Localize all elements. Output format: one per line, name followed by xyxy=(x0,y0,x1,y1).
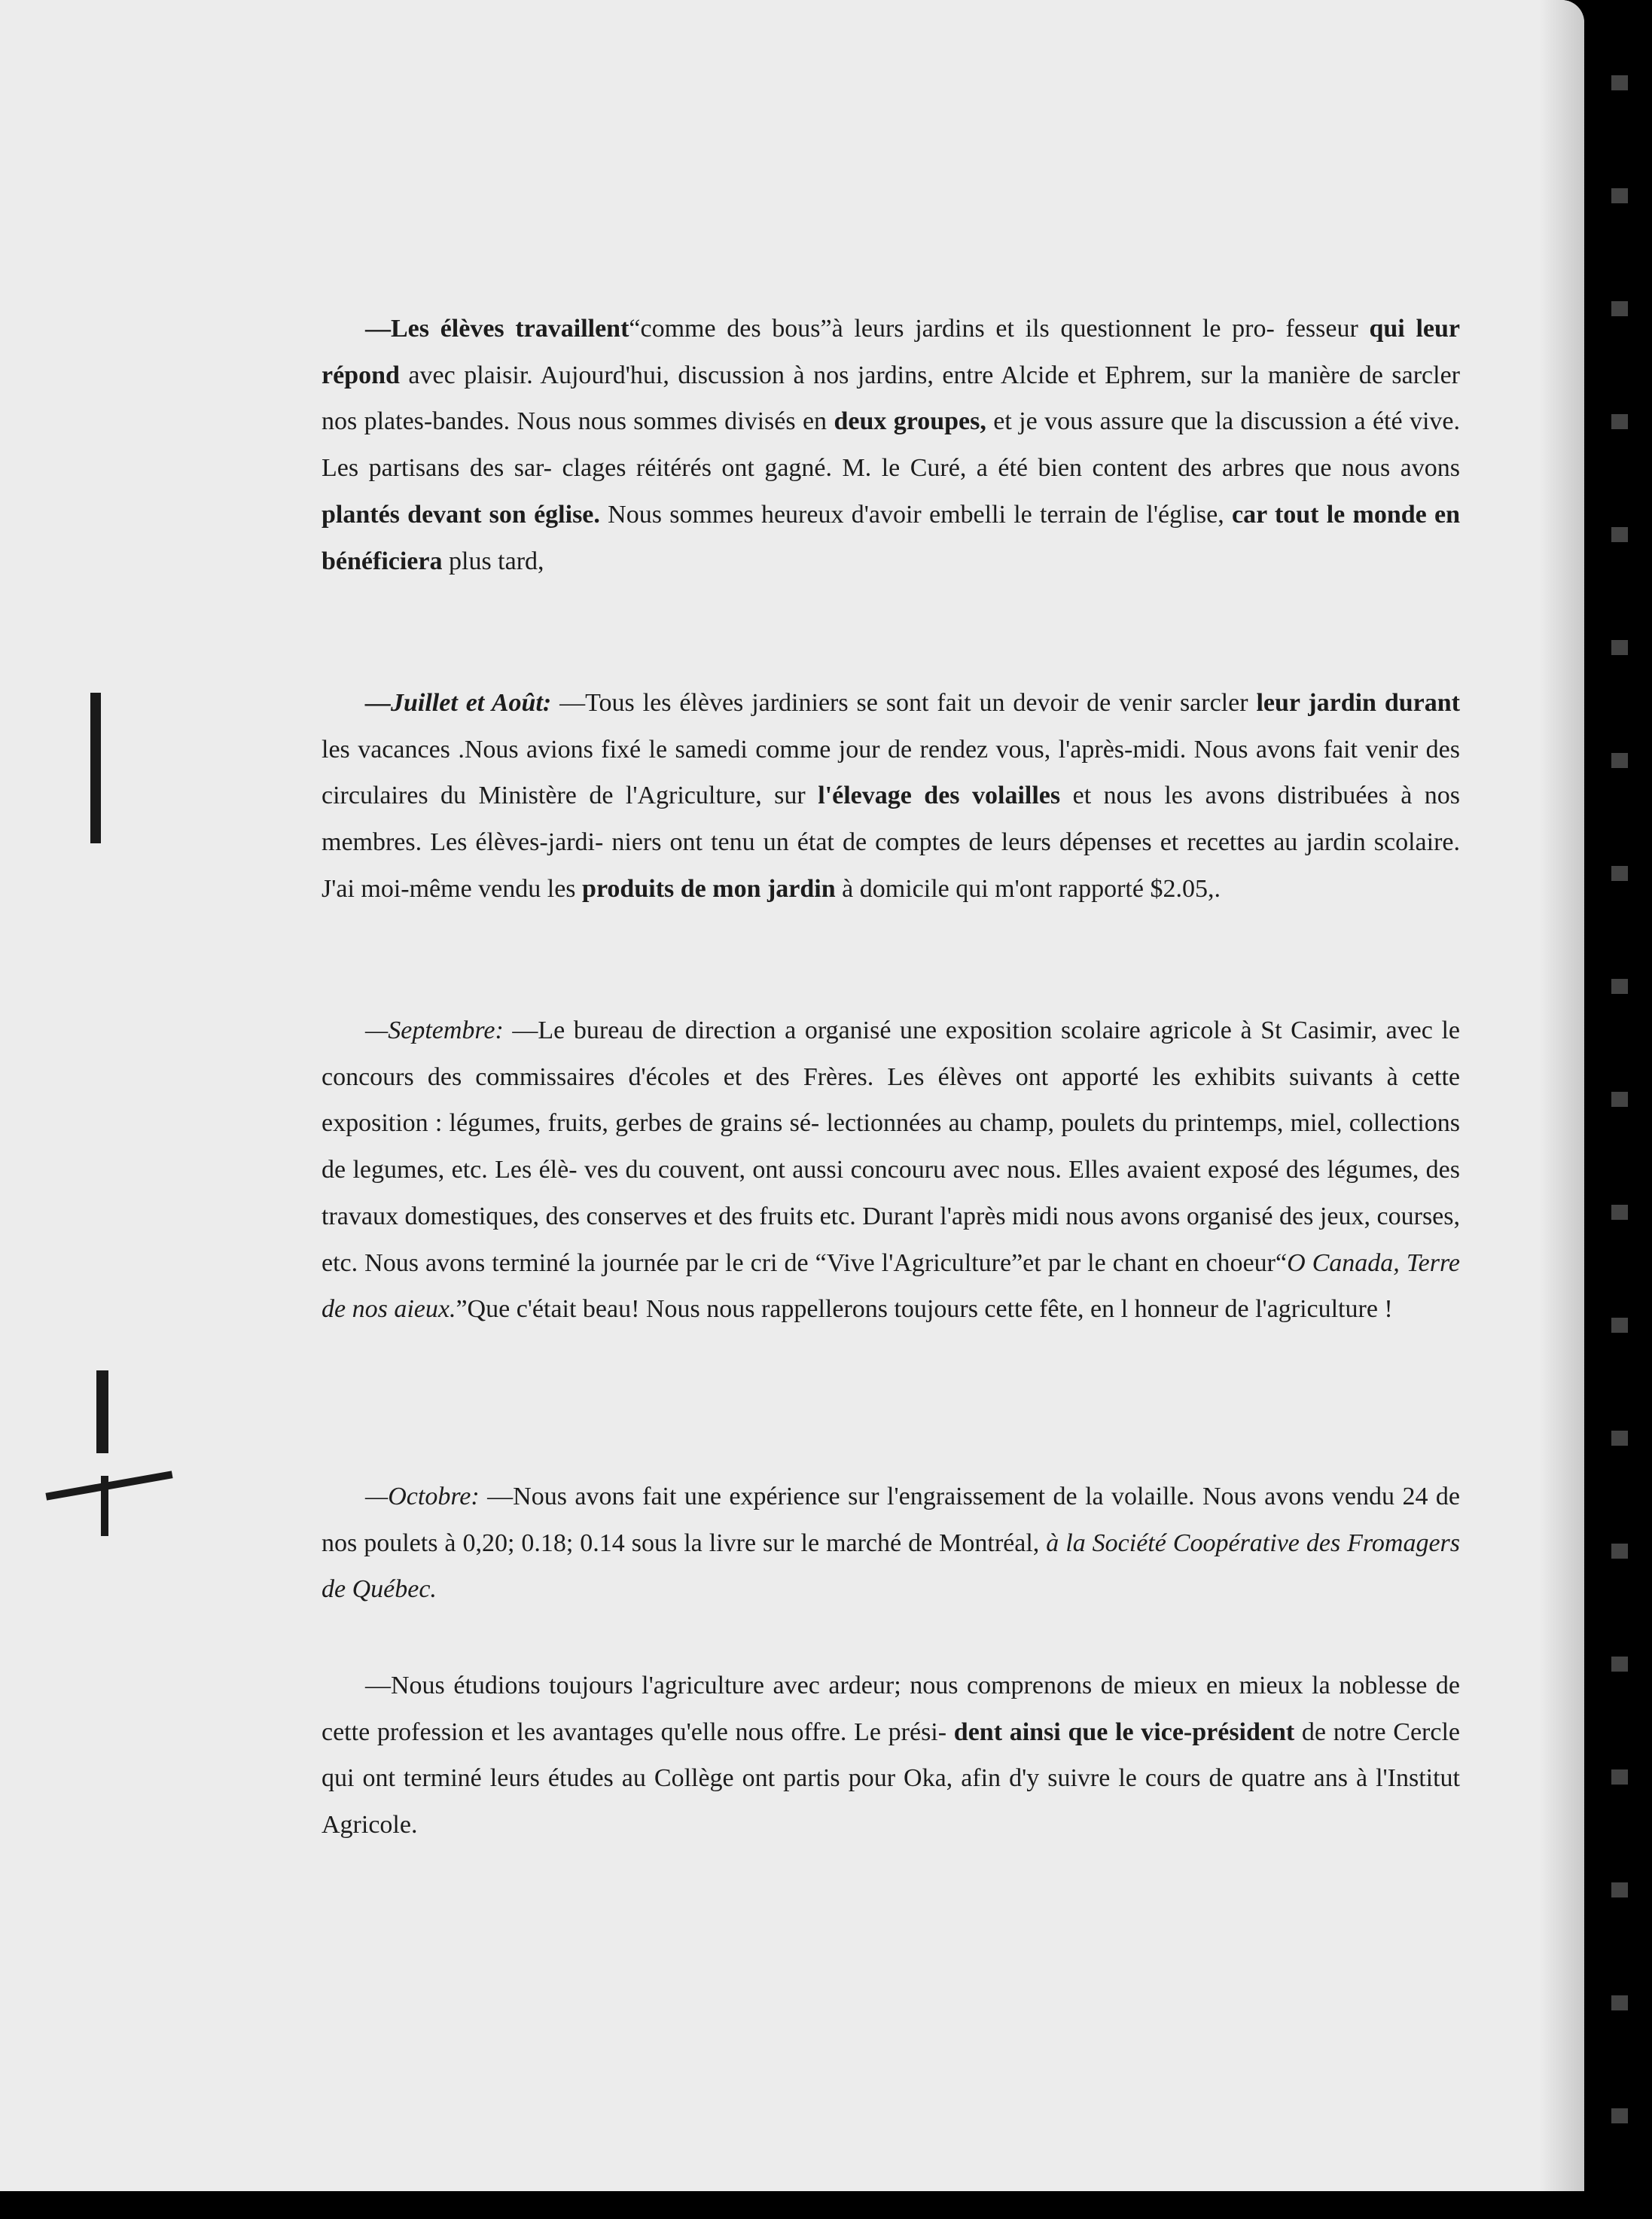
paragraph-septembre xyxy=(322,1007,1460,1333)
p1-text-5: plus tard, xyxy=(442,547,544,575)
p5-bold-1: dent ainsi que le vice-président xyxy=(953,1718,1295,1746)
p4-italic-1: à la Société Coopérative des Fromagers de Québec. xyxy=(322,1529,1460,1604)
p2-text-3: et nous les avons distribuées à nos membres. Les élèves-jardi- niers ont tenu un état de comptes de leurs dépenses et recettes au jardin scolaire. J'ai moi-même vendu les xyxy=(322,782,1460,903)
p4-heading: —Octobre: xyxy=(365,1483,480,1510)
p1-text-4: Nous sommes heureux d'avoir embelli le terrain de l'église, xyxy=(599,500,1233,529)
p2-bold-1: leur jardin durant xyxy=(1256,689,1461,717)
p2-text-2: les vacances .Nous avions fixé le samedi comme jour de rendez vous, l'après-midi. Nous avons fait venir des circulaires du Ministère de l'Agriculture, sur xyxy=(322,735,1460,810)
paragraph-juillet-aout xyxy=(322,680,1460,913)
p1-text-3: et je vous assure que la discussion a été vive. Les partisans des sar- clages réitérés ont gagné. M. le Curé, a été bien content des arbres que nous avons xyxy=(322,407,1460,483)
margin-mark-middle xyxy=(96,1370,108,1453)
paragraph-1 xyxy=(322,306,1460,584)
p5-text-2: de notre Cercle qui ont terminé leurs études au Collège ont partis pour Oka, afin d'y suivre le cours de quatre ans à l'Institut Agricole. xyxy=(322,1718,1460,1840)
p2-text-1: —Tous les élèves jardiniers se sont fait un devoir de venir sarcler xyxy=(551,689,1257,717)
margin-mark-cross-horizontal xyxy=(45,1471,172,1500)
p1-text-1: “comme des bous”à leurs jardins et ils questionnent le pro- fesseur xyxy=(629,315,1370,343)
p3-heading: —Septembre: xyxy=(365,1017,504,1044)
p5-text-1: —Nous étudions toujours l'agriculture avec ardeur; nous comprenons de mieux en mieux la noblesse de cette profession et les avantages qu'elle nous offre. Le prési- xyxy=(322,1672,1460,1746)
p1-bold-4: car tout le monde en bénéficiera xyxy=(322,500,1461,575)
p1-bold-2: deux groupes, xyxy=(834,407,986,436)
margin-mark-top xyxy=(90,693,101,843)
paragraph-closing xyxy=(322,1663,1460,1849)
p2-bold-2: l'élevage des volailles xyxy=(818,782,1061,810)
page-edge-shadow xyxy=(1539,0,1584,2191)
p1-bold-1: qui leur répond xyxy=(322,315,1460,389)
p1-lead: —Les élèves travaillent xyxy=(365,315,629,343)
p1-text-2: avec plaisir. Aujourd'hui, discussion à nos jardins, entre Alcide et Ephrem, sur la manière de sarcler nos plates-bandes. Nous nous sommes divisés en xyxy=(322,361,1460,436)
p2-bold-3: produits de mon jardin xyxy=(582,874,836,903)
paragraph-octobre xyxy=(322,1474,1460,1613)
p3-text-1: —Le bureau de direction a organisé une exposition scolaire agricole à St Casimir, avec le concours des commissaires d'écoles et des Frères. Les élèves ont apporté les exhibits suivants à cette exposition : légumes, fruits, gerbes de grains sé- lectionnées au champ, poulets du printemps, miel, collections de legumes, etc. Les élè- ves du couvent, ont aussi concouru avec nous. Elles avaient exposé des légumes, des travaux domestiques, des conserves et des fruits etc. Durant l'après midi nous avons organisé des jeux, courses, etc. Nous avons terminé la journée par le cri de “Vive l'Agriculture”et par le chant en choeur“ xyxy=(322,1017,1460,1277)
scan-edge-marks xyxy=(1611,75,1628,2184)
p1-bold-3: plantés devant son église. xyxy=(322,500,600,529)
p2-text-4: à domicile qui m'ont rapporté $2.05,. xyxy=(835,874,1221,903)
margin-mark-cross-vertical xyxy=(101,1476,108,1536)
p3-text-2: ”Que c'était beau! Nous nous rappellerons toujours cette fête, en l honneur de l'agriculture ! xyxy=(456,1295,1393,1324)
p3-italic-1: O Canada, Terre de nos aieux. xyxy=(322,1248,1460,1324)
p4-text-1: —Nous avons fait une expérience sur l'engraissement de la volaille. Nous avons vendu 24 de nos poulets à 0,20; 0.18; 0.14 sous la livre sur le marché de Montréal, xyxy=(322,1483,1460,1557)
p2-heading: —Juillet et Août: xyxy=(365,689,552,717)
